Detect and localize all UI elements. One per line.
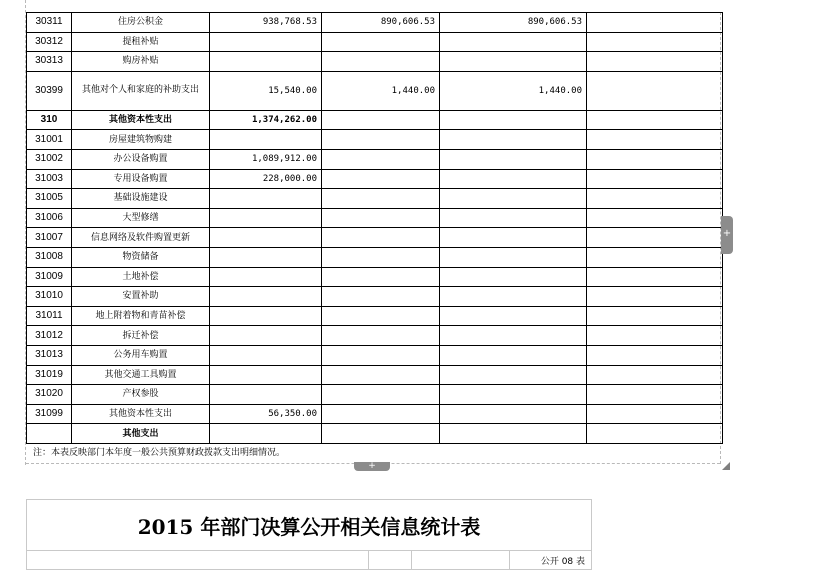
row-name[interactable]: 其他对个人和家庭的补助支出 <box>72 71 210 110</box>
row-value-4[interactable] <box>587 149 723 169</box>
table-row <box>27 326 723 346</box>
table-row <box>27 306 723 326</box>
row-value-1[interactable] <box>210 267 322 287</box>
row-value-2[interactable] <box>322 32 440 52</box>
row-value-1[interactable] <box>210 189 322 209</box>
row-value-4[interactable] <box>587 71 723 110</box>
row-value-3[interactable] <box>440 385 587 405</box>
row-code[interactable]: 30312 <box>27 32 72 52</box>
row-code[interactable]: 31009 <box>27 267 72 287</box>
table-row <box>27 169 723 189</box>
row-value-3[interactable] <box>440 149 587 169</box>
table-row <box>27 247 723 267</box>
row-code[interactable]: 31099 <box>27 404 72 424</box>
row-value-2[interactable] <box>322 247 440 267</box>
table-row <box>27 149 723 169</box>
row-value-1[interactable] <box>210 326 322 346</box>
row-name[interactable]: 土地补偿 <box>72 267 210 287</box>
row-code[interactable]: 30399 <box>27 71 72 110</box>
row-value-3[interactable] <box>440 208 587 228</box>
row-value-3[interactable] <box>440 365 587 385</box>
row-value-4[interactable] <box>587 247 723 267</box>
row-value-2[interactable]: 1,440.00 <box>322 71 440 110</box>
page2-cell <box>412 551 510 570</box>
row-value-1[interactable]: 56,350.00 <box>210 404 322 424</box>
row-value-1[interactable] <box>210 228 322 248</box>
row-value-3[interactable]: 890,606.53 <box>440 13 587 33</box>
row-value-2[interactable] <box>322 365 440 385</box>
plus-icon: + <box>722 228 732 239</box>
row-name[interactable]: 基础设施建设 <box>72 189 210 209</box>
row-value-4[interactable] <box>587 110 723 130</box>
row-code[interactable]: 30311 <box>27 13 72 33</box>
table-row <box>27 424 723 444</box>
row-value-2[interactable] <box>322 326 440 346</box>
row-value-1[interactable]: 938,768.53 <box>210 13 322 33</box>
row-code[interactable]: 31011 <box>27 306 72 326</box>
row-value-4[interactable] <box>587 208 723 228</box>
row-name[interactable]: 物资储备 <box>72 247 210 267</box>
row-value-3[interactable] <box>440 287 587 307</box>
row-value-2[interactable] <box>322 404 440 424</box>
row-value-4[interactable] <box>587 130 723 150</box>
row-value-1[interactable] <box>210 32 322 52</box>
row-value-1[interactable] <box>210 385 322 405</box>
row-value-1[interactable] <box>210 306 322 326</box>
expand-right-handle[interactable] <box>721 216 733 254</box>
row-name[interactable]: 其他支出 <box>72 424 210 444</box>
row-value-2[interactable] <box>322 149 440 169</box>
page2-table <box>26 499 592 570</box>
row-code[interactable]: 31007 <box>27 228 72 248</box>
table-row <box>27 110 723 130</box>
row-code[interactable]: 31020 <box>27 385 72 405</box>
row-name[interactable]: 房屋建筑物购建 <box>72 130 210 150</box>
row-name[interactable]: 提租补贴 <box>72 32 210 52</box>
row-name[interactable]: 购房补贴 <box>72 52 210 72</box>
row-name[interactable]: 产权参股 <box>72 385 210 405</box>
row-name[interactable]: 大型修缮 <box>72 208 210 228</box>
row-value-3[interactable] <box>440 345 587 365</box>
row-value-3[interactable] <box>440 130 587 150</box>
row-value-4[interactable] <box>587 404 723 424</box>
row-code[interactable]: 31008 <box>27 247 72 267</box>
table-row <box>27 287 723 307</box>
row-value-2[interactable] <box>322 385 440 405</box>
row-name[interactable]: 其他资本性支出 <box>72 110 210 130</box>
row-value-2[interactable] <box>322 130 440 150</box>
row-value-4[interactable] <box>587 365 723 385</box>
table-row <box>27 267 723 287</box>
row-value-1[interactable]: 15,540.00 <box>210 71 322 110</box>
row-value-2[interactable] <box>322 110 440 130</box>
table-row <box>27 71 723 110</box>
table-row <box>27 404 723 424</box>
row-name[interactable]: 安置补助 <box>72 287 210 307</box>
page2-cell <box>369 551 412 570</box>
row-code[interactable]: 31019 <box>27 365 72 385</box>
row-code[interactable]: 31012 <box>27 326 72 346</box>
row-name[interactable]: 拆迁补偿 <box>72 326 210 346</box>
row-code[interactable]: 31001 <box>27 130 72 150</box>
page-title: 2015 年部门决算公开相关信息统计表 <box>27 500 592 551</box>
row-code[interactable] <box>27 424 72 444</box>
row-value-4[interactable] <box>587 424 723 444</box>
row-value-2[interactable] <box>322 306 440 326</box>
row-value-2[interactable]: 890,606.53 <box>322 13 440 33</box>
row-name[interactable]: 住房公积金 <box>72 13 210 33</box>
row-value-4[interactable] <box>587 345 723 365</box>
table-row <box>27 32 723 52</box>
row-value-3[interactable] <box>440 267 587 287</box>
row-value-3[interactable] <box>440 189 587 209</box>
row-value-1[interactable] <box>210 52 322 72</box>
row-name[interactable]: 其他交通工具购置 <box>72 365 210 385</box>
row-value-2[interactable] <box>322 228 440 248</box>
row-value-4[interactable] <box>587 189 723 209</box>
row-value-1[interactable] <box>210 345 322 365</box>
row-value-2[interactable] <box>322 345 440 365</box>
row-code[interactable]: 31005 <box>27 189 72 209</box>
row-value-1[interactable] <box>210 424 322 444</box>
table-row <box>27 345 723 365</box>
row-value-3[interactable] <box>440 110 587 130</box>
row-value-4[interactable] <box>587 287 723 307</box>
row-code[interactable]: 31010 <box>27 287 72 307</box>
row-value-1[interactable] <box>210 365 322 385</box>
row-value-2[interactable] <box>322 424 440 444</box>
row-name[interactable]: 公务用车购置 <box>72 345 210 365</box>
row-name[interactable]: 办公设备购置 <box>72 149 210 169</box>
row-value-2[interactable] <box>322 287 440 307</box>
table-row <box>27 385 723 405</box>
row-value-4[interactable] <box>587 169 723 189</box>
row-value-3[interactable] <box>440 424 587 444</box>
row-value-4[interactable] <box>587 228 723 248</box>
row-value-1[interactable] <box>210 247 322 267</box>
row-value-4[interactable] <box>587 13 723 33</box>
row-value-3[interactable] <box>440 306 587 326</box>
table-row <box>27 52 723 72</box>
row-code[interactable]: 31003 <box>27 169 72 189</box>
row-value-3[interactable] <box>440 228 587 248</box>
row-value-4[interactable] <box>587 32 723 52</box>
expenditure-table <box>26 12 723 444</box>
row-value-4[interactable] <box>587 306 723 326</box>
row-name[interactable]: 信息网络及软件购置更新 <box>72 228 210 248</box>
row-value-2[interactable] <box>322 189 440 209</box>
table-row <box>27 208 723 228</box>
row-value-4[interactable] <box>587 267 723 287</box>
row-value-1[interactable]: 1,374,262.00 <box>210 110 322 130</box>
row-value-3[interactable] <box>440 404 587 424</box>
row-code[interactable]: 31006 <box>27 208 72 228</box>
row-value-3[interactable]: 1,440.00 <box>440 71 587 110</box>
row-code[interactable]: 31002 <box>27 149 72 169</box>
row-value-1[interactable]: 228,000.00 <box>210 169 322 189</box>
expand-bottom-handle[interactable] <box>354 462 390 471</box>
row-value-1[interactable] <box>210 287 322 307</box>
row-value-3[interactable] <box>440 32 587 52</box>
row-code[interactable]: 31013 <box>27 345 72 365</box>
row-value-2[interactable] <box>322 267 440 287</box>
plus-icon: + <box>368 461 376 471</box>
row-value-1[interactable] <box>210 208 322 228</box>
table-row <box>27 365 723 385</box>
form-code: 公开 08 表 <box>510 551 592 570</box>
row-value-1[interactable] <box>210 130 322 150</box>
row-value-2[interactable] <box>322 208 440 228</box>
row-value-1[interactable]: 1,089,912.00 <box>210 149 322 169</box>
table-row <box>27 189 723 209</box>
row-name[interactable]: 地上附着物和青苗补偿 <box>72 306 210 326</box>
table-row <box>27 130 723 150</box>
table-note: 注：本表反映部门本年度一般公共预算财政拨款支出明细情况。 <box>33 448 286 458</box>
page2-cell <box>27 551 369 570</box>
row-value-3[interactable] <box>440 247 587 267</box>
row-value-2[interactable] <box>322 169 440 189</box>
row-value-4[interactable] <box>587 385 723 405</box>
row-value-4[interactable] <box>587 52 723 72</box>
row-value-3[interactable] <box>440 52 587 72</box>
resize-corner-icon[interactable] <box>722 462 730 470</box>
row-value-3[interactable] <box>440 169 587 189</box>
row-code[interactable]: 310 <box>27 110 72 130</box>
table-row <box>27 13 723 33</box>
row-value-4[interactable] <box>587 326 723 346</box>
row-name[interactable]: 专用设备购置 <box>72 169 210 189</box>
row-code[interactable]: 30313 <box>27 52 72 72</box>
row-value-2[interactable] <box>322 52 440 72</box>
row-name[interactable]: 其他资本性支出 <box>72 404 210 424</box>
table-row <box>27 228 723 248</box>
row-value-3[interactable] <box>440 326 587 346</box>
